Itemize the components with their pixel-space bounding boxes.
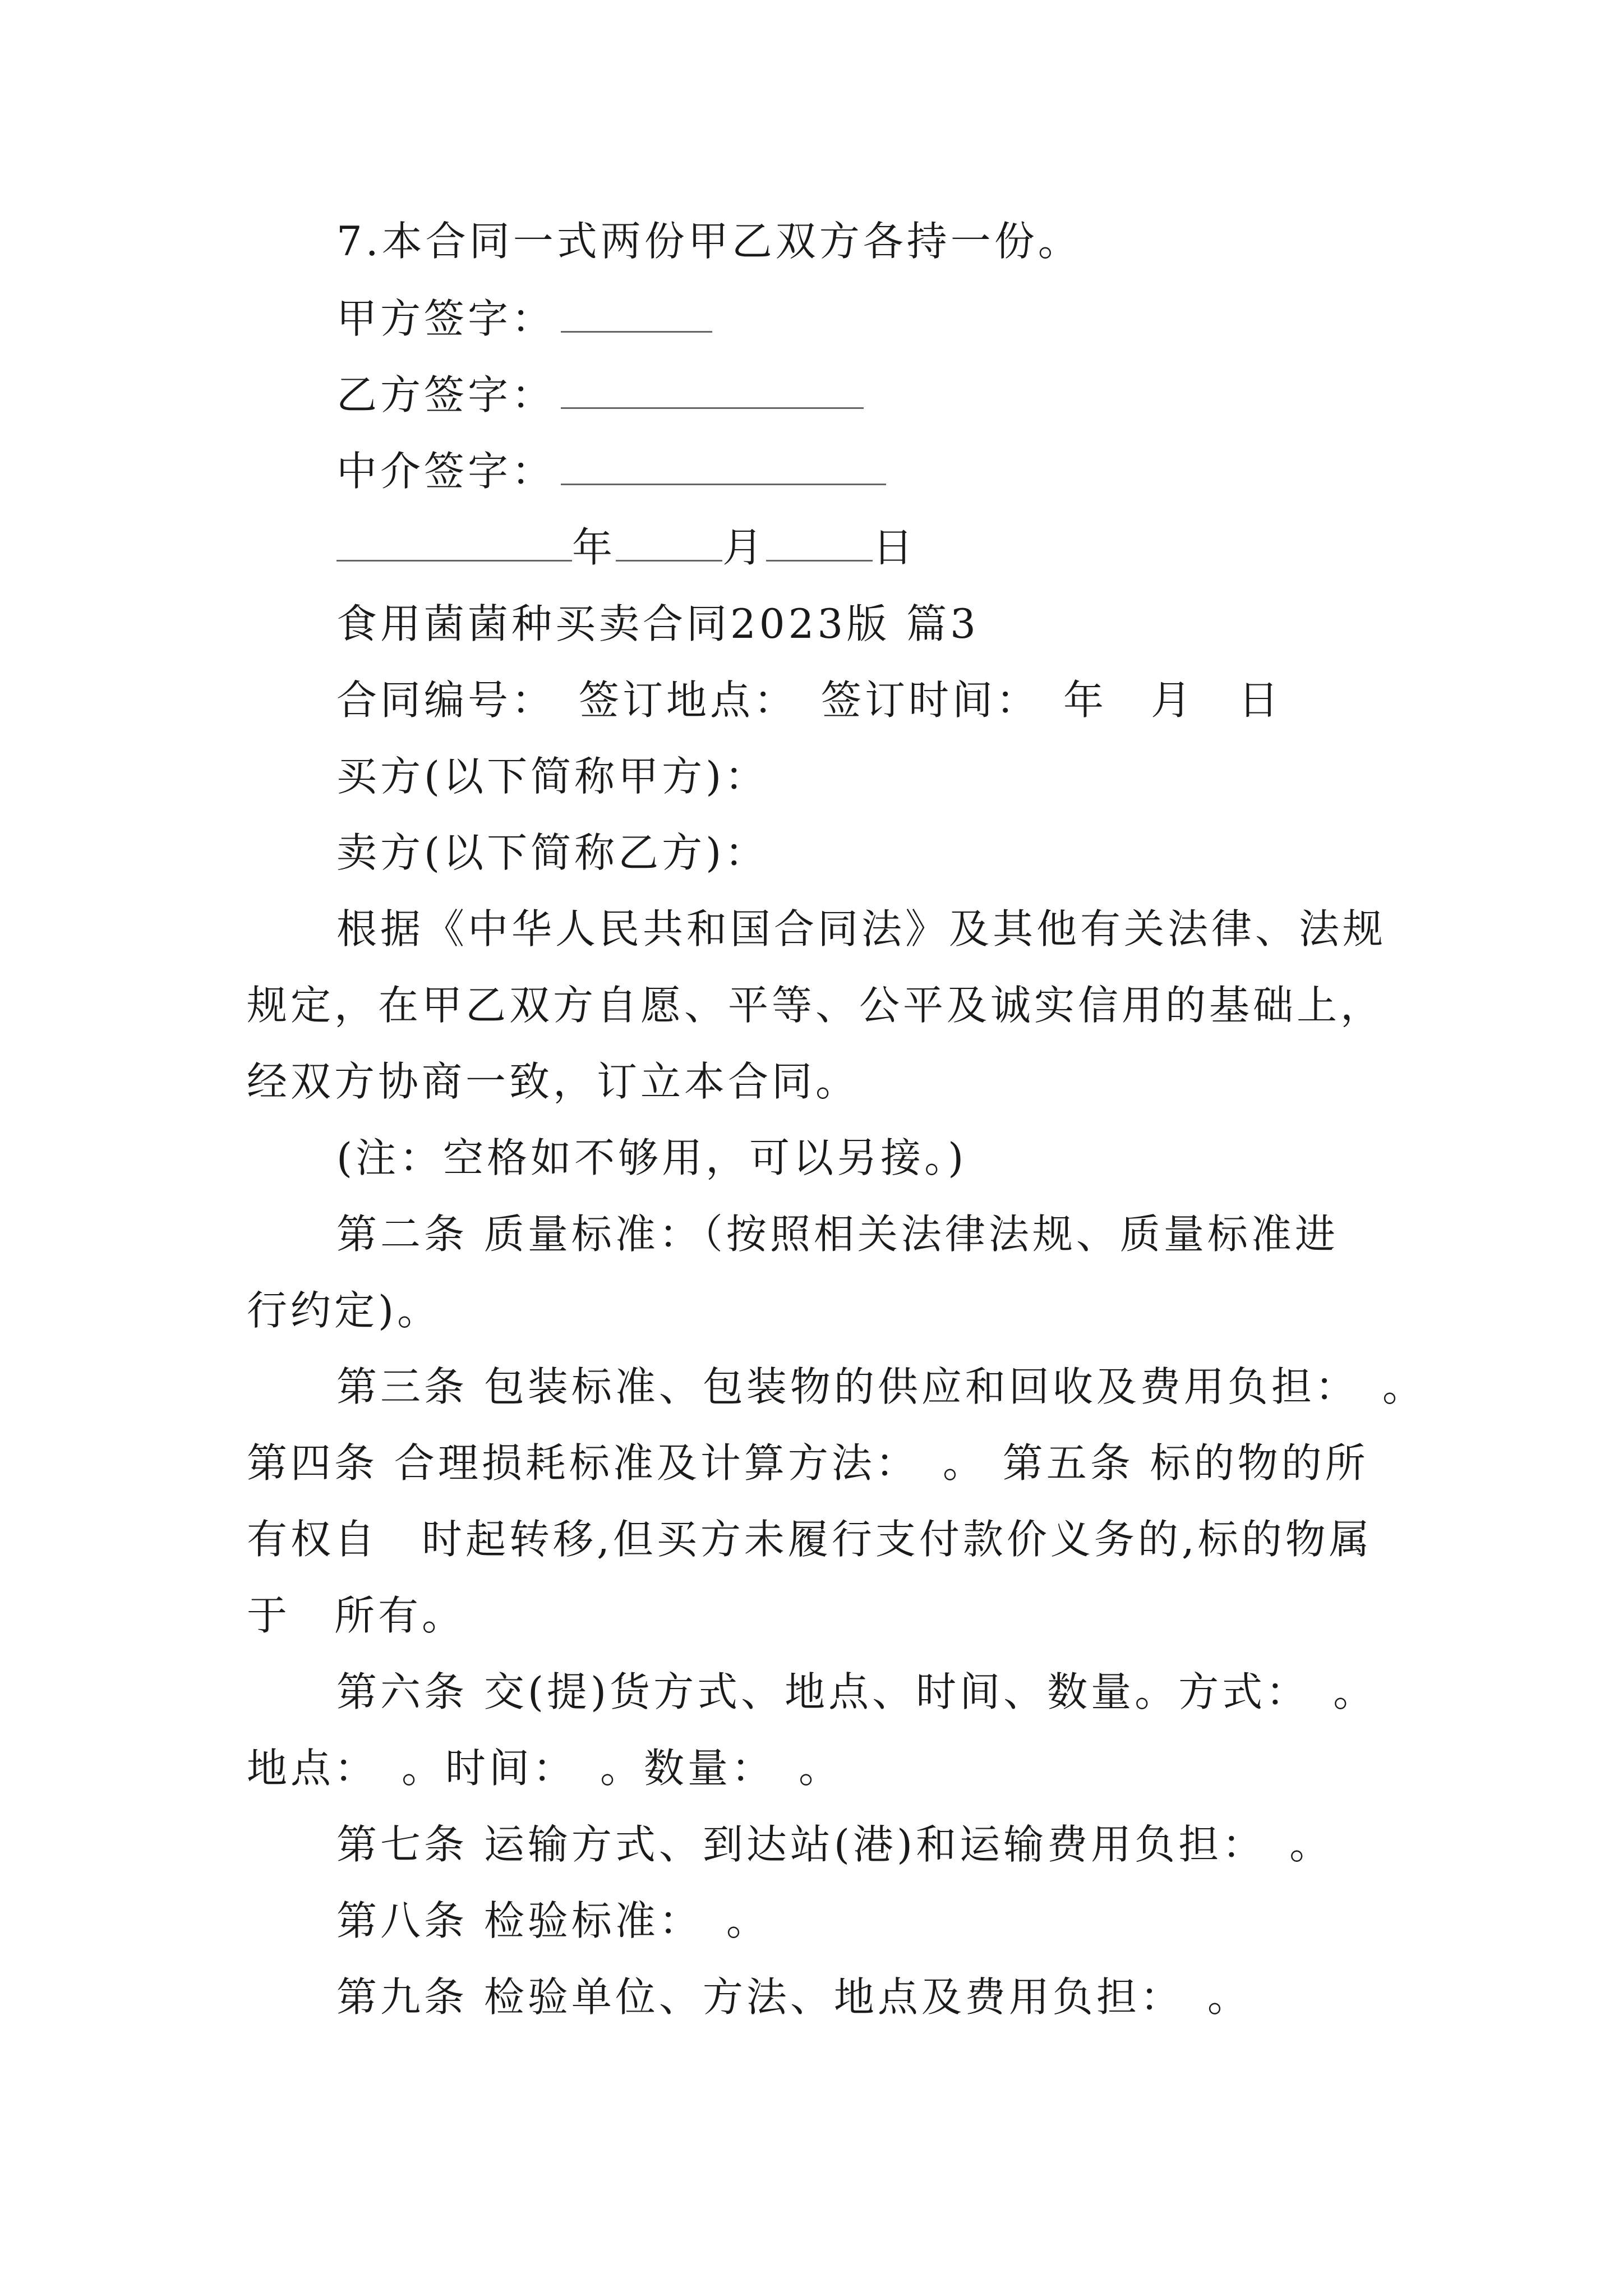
preamble-line-2: 规定，在甲乙双方自愿、平等、公平及诚实信用的基础上， [247, 982, 1385, 1029]
month-label: 月 [722, 524, 767, 571]
article-3-line-2: 第四条 合理损耗标准及计算方法： 。 第五条 标的物的所 [247, 1439, 1369, 1487]
article-2-line-1: 第二条 质量标准：（按照相关法律法规、质量标准进 [336, 1211, 1339, 1258]
agent-signature [336, 449, 1481, 494]
article-9: 第九条 检验单位、方法、地点及费用负担： 。 [336, 1973, 1251, 2021]
article-2-line-2: 行约定)。 [247, 1287, 441, 1334]
seller-line: 卖方(以下简称乙方)： [336, 829, 769, 876]
article-8: 第八条 检验标准： 。 [336, 1897, 770, 1944]
contract-meta: 合同编号： 签订地点： 签订时间： 年 月 日 [336, 677, 1283, 724]
article-6-line-1: 第六条 交(提)货方式、地点、时间、数量。方式： 。 [336, 1668, 1377, 1715]
year-label: 年 [572, 524, 616, 571]
article-3-line-1: 第三条 包装标准、包装物的供应和回收及费用负担： 。 [336, 1363, 1426, 1410]
preamble-line-3: 经双方协商一致，订立本合同。 [247, 1058, 860, 1105]
day-label: 日 [873, 524, 917, 571]
party-a-signature-blank [561, 296, 712, 333]
party-a-signature-label: 甲方签字： [336, 295, 556, 342]
agent-signature-blank [561, 449, 886, 485]
preamble-line-1: 根据《中华人民共和国合同法》及其他有关法律、法规 [336, 905, 1387, 953]
agent-signature-label: 中介签字： [336, 448, 556, 495]
party-a-signature [336, 296, 1481, 341]
month-blank [616, 525, 722, 562]
day-blank [766, 525, 873, 562]
party-b-signature-blank [561, 372, 864, 409]
party-b-signature [336, 372, 1481, 417]
signature-date [336, 525, 1481, 570]
buyer-line: 买方(以下简称甲方)： [336, 753, 769, 800]
clause-7: 7.本合同一式两份甲乙双方各持一份。 [336, 218, 1082, 265]
note-line: (注：空格如不够用，可以另接。) [336, 1134, 967, 1181]
section-title: 食用菌菌种买卖合同2023版 篇3 [336, 600, 979, 647]
article-3-line-4: 于 所有。 [247, 1592, 466, 1639]
article-3-line-3: 有权自 时起转移,但买方未履行支付款价义务的,标的物属 [247, 1516, 1373, 1563]
party-b-signature-label: 乙方签字： [336, 371, 556, 418]
article-6-line-2: 地点： 。时间： 。数量： 。 [247, 1745, 843, 1792]
year-blank [336, 525, 572, 562]
article-7: 第七条 运输方式、到达站(港)和运输费用负担： 。 [336, 1821, 1334, 1868]
